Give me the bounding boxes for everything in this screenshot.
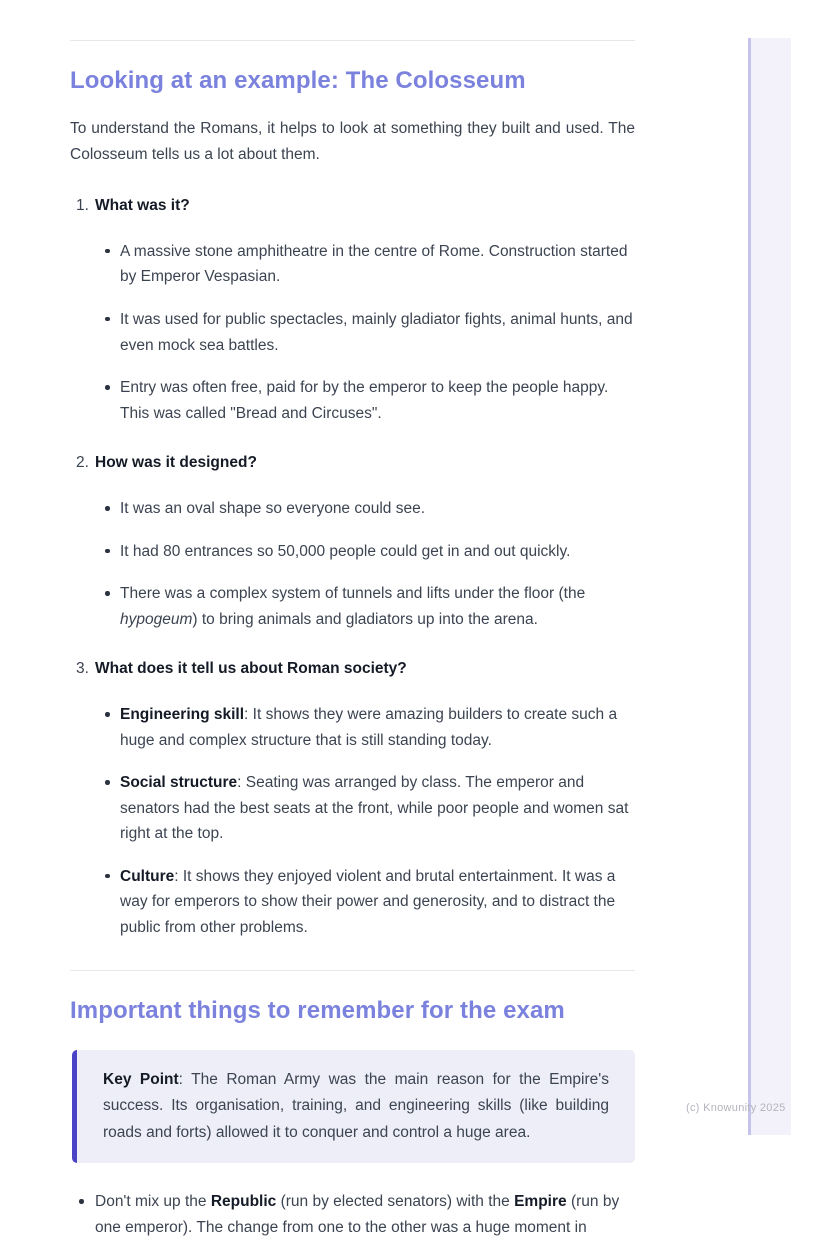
bullet-dot-icon — [78, 1189, 95, 1240]
bullet-text — [120, 581, 635, 632]
bullet-item — [104, 702, 635, 753]
numbered-heading — [70, 194, 635, 219]
page-edge-panel — [748, 38, 791, 1135]
seg-1: (run by elected senators) with the — [276, 1193, 515, 1211]
bullet-text — [120, 702, 635, 753]
bullet-text-rest: : It shows they enjoyed violent and brutal entertainment. It was a way for emperors to show their power and generosity, and to distract the public from other problems. — [120, 867, 616, 937]
bullet-item — [104, 496, 635, 522]
bullet-text: It was used for public spectacles, mainly gladiator fights, animal hunts, and even mock sea battles. — [120, 310, 633, 354]
bullet-text: Entry was often free, paid for by the emperor to keep the people happy. This was called "Bread and Circuses". — [120, 379, 609, 422]
bullet-lead-bold: Culture — [120, 867, 175, 885]
bullet-item — [104, 770, 635, 847]
bullet-list — [70, 702, 635, 941]
list-number: 3. — [76, 660, 89, 678]
bullet-text: It had 80 entrances so 50,000 people could get in and out quickly. — [120, 542, 571, 560]
numbered-list — [70, 194, 635, 941]
bullet-dot-icon — [104, 581, 120, 632]
key-point-text — [103, 1067, 609, 1147]
list-number: 1. — [76, 197, 89, 215]
bullet-text — [120, 864, 635, 941]
bullet-lead-bold: Social structure — [120, 774, 238, 792]
bullet-item — [104, 864, 635, 941]
list-question: What was it? — [95, 197, 190, 215]
section-title-exam: Important things to remember for the exam — [70, 996, 565, 1024]
bullet-dot-icon — [104, 702, 120, 753]
intro-paragraph: To understand the Romans, it helps to look at something they built and used. The Colosseum tells us a lot about them. — [70, 120, 635, 164]
numbered-heading — [70, 451, 635, 476]
list-item-what-was-it — [70, 194, 635, 426]
bullet-dot-icon — [104, 539, 120, 565]
bullet-item — [104, 307, 635, 358]
document-content — [70, 0, 635, 1240]
seg-bold-empire: Empire — [514, 1193, 567, 1211]
bullet-dot-icon — [104, 307, 120, 358]
list-number: 2. — [76, 454, 89, 472]
bullet-item — [104, 539, 635, 565]
bullet-item-republic-empire — [78, 1189, 635, 1240]
bullet-text: It was an oval shape so everyone could see. — [120, 500, 426, 518]
bullet-text — [120, 770, 635, 847]
bullet-item — [104, 375, 635, 426]
bullet-text: A massive stone amphitheatre in the centre of Rome. Construction started by Emperor Vespasian. — [120, 242, 628, 286]
bullet-dot-icon — [104, 496, 120, 522]
bullet-text-post: ) to bring animals and gladiators up into the arena. — [192, 610, 538, 628]
bullet-item — [104, 581, 635, 632]
list-question: What does it tell us about Roman society? — [95, 660, 407, 678]
bullet-list — [70, 239, 635, 426]
watermark: (c) Knowunity 2025 — [686, 1102, 786, 1114]
section-title-colosseum: Looking at an example: The Colosseum — [70, 67, 526, 94]
bullet-dot-icon — [104, 770, 120, 847]
bullet-list — [70, 496, 635, 632]
bullet-text-italic: hypogeum — [120, 610, 193, 628]
list-item-roman-society — [70, 657, 635, 940]
bullet-text — [95, 1189, 635, 1240]
divider-top — [70, 40, 635, 41]
key-point-label: Key Point — [103, 1070, 179, 1088]
seg-0: Don't mix up the — [95, 1193, 211, 1211]
bullet-item — [104, 239, 635, 290]
numbered-heading — [70, 657, 635, 682]
list-question: How was it designed? — [95, 454, 257, 472]
key-point-body: : The Roman Army was the main reason for the Empire's success. Its organisation, training, and engineering skills (like building roads and forts) allowed it to conquer and control a huge area. — [103, 1070, 609, 1142]
bullet-text-rest: : Seating was arranged by class. The emperor and senators had the best seats at the front, while poor people and women sat right at the top. — [120, 774, 629, 843]
bullet-text-pre: There was a complex system of tunnels and lifts under the floor (the — [120, 585, 586, 603]
bullet-dot-icon — [104, 239, 120, 290]
bullet-lead-bold: Engineering skill — [120, 706, 245, 724]
bullet-dot-icon — [104, 864, 120, 941]
seg-2: (run by one emperor). The change from one to the other was a huge moment in — [95, 1193, 620, 1236]
seg-bold-republic: Republic — [210, 1193, 277, 1211]
divider-middle — [70, 970, 635, 971]
list-item-how-designed — [70, 451, 635, 632]
bullet-dot-icon — [104, 375, 120, 426]
bullet-text-rest: : It shows they were amazing builders to create such a huge and complex structure that is still standing today. — [120, 706, 618, 749]
key-point-callout — [72, 1050, 635, 1163]
